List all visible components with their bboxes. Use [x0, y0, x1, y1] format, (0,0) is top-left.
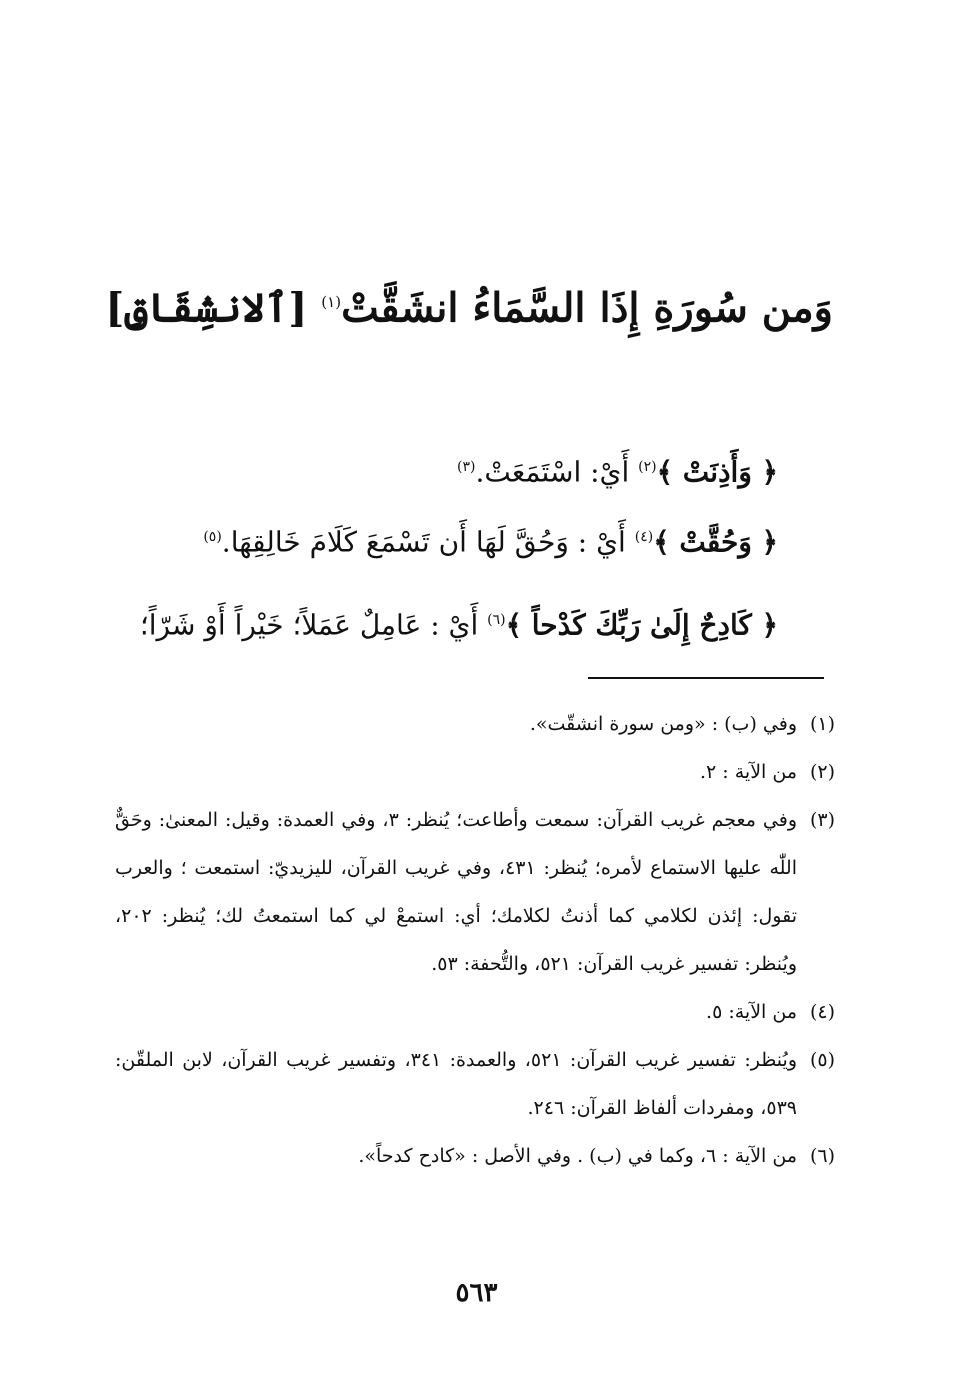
verse-footnote-ref: (٢) [638, 459, 657, 475]
footnote-text: من الآية : ٢. [699, 761, 797, 783]
verse-gloss: أَيْ: اسْتَمَعَتْ. [475, 455, 630, 489]
verse-footnote-ref: (٤) [634, 529, 654, 545]
chapter-title-main: وَمن سُورَةِ إِذَا السَّمَاءُ انشَقَّتْ [341, 284, 833, 332]
verse-gloss: أَيْ : عَامِلٌ عَمَلاً؛ خَيْراً أَوْ شَرّاً؛ [139, 608, 479, 642]
footnote-item [115, 700, 835, 748]
chapter-title-bracket: [ٱلانشِقَاقِ] [105, 284, 308, 332]
page-number: ٥٦٣ [455, 1278, 498, 1308]
footnote-text: وفي (ب) : «ومن سورة انشقّت». [529, 713, 797, 735]
footnote-number: (٤) [809, 1001, 835, 1023]
verse-line-1 [110, 445, 778, 494]
footnote-text: وفي معجم غريب القرآن: سمعت وأطاعت؛ يُنظر: ٣، وفي العمدة: وقيل: المعنىٰ: وحَقٌّ اللّٰه عليها الاستماع لأمره؛ يُنظر: ٤٣١، وفي غريب القرآن، لليزيديّ: استمعت ؛ والعرب تقول: إئذن لكلامي كما أذنتُ لكلامك؛ أي: استمعْ لي كما استمعتُ لك؛ يُنظر: ٢٠٢، ويُنظر: تفسير غريب القرآن: ٥٢١، والتُّحفة: ٥٣. [115, 809, 797, 975]
verse-line-3 [110, 598, 778, 647]
verse-gloss: أَيْ : وَحُقَّ لَهَا أَن تَسْمَعَ كَلَامَ خَالِقِهَا. [221, 525, 626, 559]
footnote-text: ويُنظر: تفسير غريب القرآن: ٥٢١، والعمدة: ٣٤١، وتفسير غريب القرآن، لابن الملقّن: ٥٣٩، ومفردات ألفاظ القرآن: ٢٤٦. [115, 1049, 797, 1119]
footnote-item [115, 1132, 835, 1180]
gloss-footnote-ref: (٥) [203, 529, 222, 545]
verse-footnote-ref: (٦) [487, 612, 506, 628]
footnote-separator [588, 677, 824, 679]
footnote-number: (٣) [809, 809, 835, 831]
footnote-text: من الآية : ٦، وكما في (ب) . وفي الأصل : «كادح كدحاً». [358, 1145, 797, 1167]
footnote-number: (١) [809, 713, 835, 735]
verse-quote: ﴿ كَادِحٌ إِلَىٰ رَبِّكَ كَدْحاً ﴾ [505, 608, 778, 642]
footnotes [115, 700, 835, 1180]
verse-quote: ﴿ وَأَذِنَتْ ﴾ [656, 455, 778, 489]
footnote-item [115, 796, 835, 988]
footnote-item [115, 1036, 835, 1132]
footnote-number: (٢) [809, 761, 835, 783]
footnote-number: (٥) [809, 1049, 835, 1071]
footnote-text: من الآية: ٥. [706, 1001, 797, 1023]
chapter-title [105, 272, 833, 338]
footnote-item [115, 988, 835, 1036]
footnote-number: (٦) [809, 1145, 835, 1167]
verse-quote: ﴿ وَحُقَّتْ ﴾ [653, 525, 778, 559]
gloss-footnote-ref: (٣) [456, 459, 476, 475]
chapter-title-footnote-ref: (١) [321, 293, 342, 311]
verse-line-2 [110, 515, 778, 564]
footnote-item [115, 748, 835, 796]
